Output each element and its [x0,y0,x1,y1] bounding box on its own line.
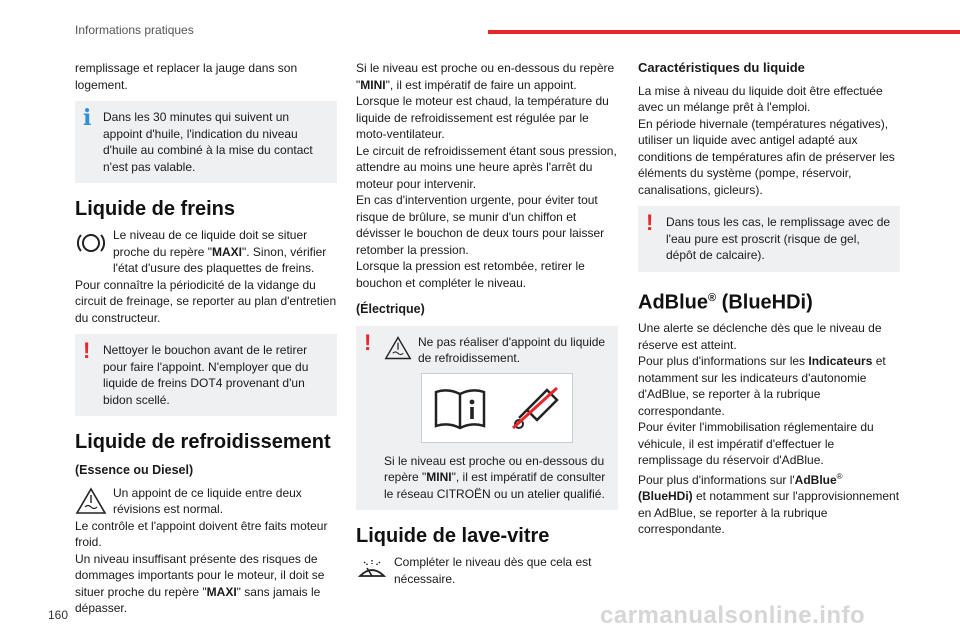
paragraph: Pour connaître la périodicité de la vidange du circuit de freinage, se reporter au plan d'entretien du constructeur. [75,277,337,325]
paragraph: Le niveau de ce liquide doit se situer proche du repère "MAXI". Sinon, vérifier l'état d'usure des plaquettes de freins. [113,228,327,275]
paragraph: Si le niveau est proche ou en-dessous du repère "MINI", il est impératif de faire un appoint. [356,61,615,92]
warning-exclamation-icon: ! [646,210,654,235]
paragraph: Pour plus d'informations sur l'AdBlue® (BlueHDi) et notamment sur l'approvisionnement en AdBlue, se reporter à la rubrique correspondante. [638,471,900,537]
owner-manual-icon [432,384,488,432]
paragraph: Un niveau insuffisant présente des risques de dommages importants pour le moteur, il doit se situer proche du repère "MAXI" sans jamais le dépasser. [75,551,325,615]
info-note-oil [75,101,337,183]
no-refill-icon [507,384,563,432]
paragraph: Pour plus d'informations sur les Indicateurs et notamment sur les indicateurs d'autonomie d'AdBlue, se reporter à la rubrique correspondante. [638,354,886,418]
section-title-brakes: Liquide de freins [75,198,236,220]
header-accent-bar [488,30,960,34]
page-header-title: Informations pratiques [75,23,194,37]
watermark-text: carmanualsonline.info [600,602,866,629]
subsection-title: (Essence ou Diesel) [75,463,194,477]
note-text: Nettoyer le bouchon avant de le retirer pour faire l'appoint. N'employer que du liquide de freins DOT4 provenant d'un bidon scellé. [103,343,309,407]
hazard-triangle-icon [75,485,107,517]
note-text: Ne pas réaliser d'appoint du liquide de refroidissement. [418,334,606,365]
section-title-washer: Liquide de lave-vitre [356,525,550,547]
paragraph: Une alerte se déclenche dès que le niveau de réserve est atteint. [638,321,882,352]
column-2 [356,60,618,587]
subsection-title: (Électrique) [356,302,425,316]
windscreen-washer-icon [356,554,388,586]
paragraph: En cas d'intervention urgente, pour éviter tout risque de brûlure, se munir d'un chiffon et dévisser le bouchon de deux tours pour laisser retomber la pression. [356,193,605,257]
section-title-adblue: AdBlue® (BlueHDi) [638,291,813,314]
paragraph: Compléter le niveau dès que cela est nécessaire. [394,555,592,586]
paragraph: La mise à niveau du liquide doit être effectuée avec un mélange prêt à l'emploi. [638,83,883,114]
coolant-row [75,485,337,518]
subsection-title: Caractéristiques du liquide [638,60,805,75]
paragraph: En période hivernale (températures négatives), utiliser un liquide avec antigel adapté aux conditions de températures afin de préserver les éléments du système (pompe, réservoir, canalisations, gicleurs). [638,116,895,197]
paragraph: Un appoint de ce liquide entre deux révisions est normal. [113,485,302,516]
warning-note-water [638,206,900,272]
figure-manual-no-refill [421,373,573,443]
paragraph: Lorsque le moteur est chaud, la température du liquide de refroidissement est régulée par le moto-ventilateur. [356,94,609,141]
warning-note-brakes [75,334,337,416]
column-1 [75,60,337,617]
paragraph: Le circuit de refroidissement étant sous pression, attendre au moins une heure après l'arrêt du moteur pour intervenir. [356,143,617,191]
warning-note-electric [356,326,618,511]
warning-exclamation-icon: ! [83,338,91,363]
paragraph: remplissage et replacer la jauge dans son logement. [75,61,298,92]
info-icon: i [83,105,92,131]
note-text: Dans tous les cas, le remplissage avec de l'eau pure est proscrit (risque de gel, dépôt de calcaire). [666,215,891,262]
paragraph: Lorsque la pression est retombée, retirer le bouchon et compléter le niveau. [356,259,585,290]
page-number: 160 [48,608,69,622]
brake-fluid-icon [75,227,107,259]
paragraph: Le contrôle et l'appoint doivent être faits moteur froid. [75,518,328,549]
section-title-coolant: Liquide de refroidissement [75,431,331,453]
warning-exclamation-icon: ! [364,329,372,355]
hazard-triangle-icon [384,334,412,362]
column-3 [638,60,900,538]
brakes-row [75,227,337,277]
washer-row [356,554,618,587]
note-text: Si le niveau est proche ou en-dessous du repère "MINI", il est impératif de consulter le réseau CITROËN ou un atelier qualifié. [384,453,606,501]
paragraph: Pour éviter l'immobilisation réglementaire du véhicule, il est impératif d'effectuer le remplissage du réservoir d'AdBlue. [638,420,874,468]
note-text: Dans les 30 minutes qui suivent un appoint d'huile, l'indication du niveau d'huile au combiné à la mise du contact n'est pas valable. [103,110,313,174]
